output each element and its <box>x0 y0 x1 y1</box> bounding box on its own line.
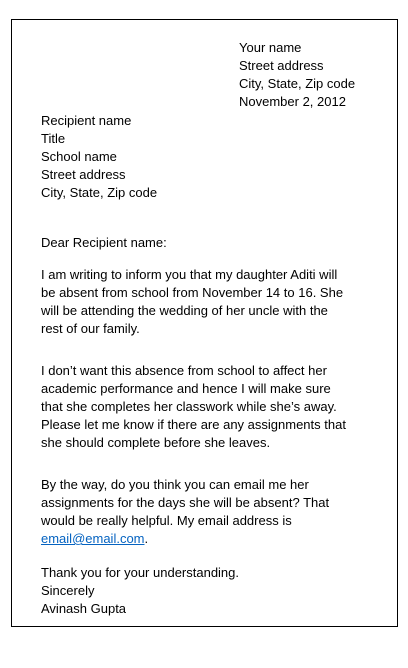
recipient-address-block <box>41 112 157 202</box>
sender-city: City, State, Zip code <box>239 76 356 91</box>
paragraph-line: Please let me know if there are any assignments that <box>41 417 346 432</box>
letter-date: November 2, 2012 <box>239 94 346 109</box>
recipient-city: City, State, Zip code <box>41 185 158 200</box>
paragraph-line: will be attending the wedding of her uncle with the <box>41 303 328 318</box>
email-line <box>41 530 381 548</box>
signature-name: Avinash Gupta <box>41 601 127 616</box>
sender-street: Street address <box>239 58 324 73</box>
recipient-title: Title <box>41 131 66 146</box>
paragraph-line: rest of our family. <box>41 321 140 336</box>
closing-thanks: Thank you for your understanding. <box>41 565 240 580</box>
paragraph-line: that she completes her classwork while she’s away. <box>41 399 337 414</box>
paragraph-line: academic performance and hence I will make sure <box>41 381 331 396</box>
paragraph-classwork <box>41 362 381 452</box>
paragraph-absence-notice <box>41 266 381 338</box>
paragraph-line: I don’t want this absence from school to affect her <box>41 363 327 378</box>
closing-signoff: Sincerely <box>41 583 95 598</box>
recipient-name: Recipient name <box>41 113 132 128</box>
paragraph-line: be absent from school from November 14 to 16. She <box>41 285 344 300</box>
paragraph-line: By the way, do you think you can email me her <box>41 477 309 492</box>
salutation: Dear Recipient name: <box>41 235 167 250</box>
paragraph-line: assignments for the days she will be absent? That <box>41 495 330 510</box>
sender-name: Your name <box>239 40 302 55</box>
paragraph-line: would be really helpful. My email address is <box>41 513 292 528</box>
closing-block <box>41 564 239 618</box>
recipient-street: Street address <box>41 167 126 182</box>
letter-page <box>11 19 398 627</box>
paragraph-line: I am writing to inform you that my daughter Aditi will <box>41 267 338 282</box>
email-link[interactable]: email@email.com <box>41 531 145 546</box>
recipient-school: School name <box>41 149 117 164</box>
email-suffix: . <box>144 531 149 546</box>
paragraph-line: she should complete before she leaves. <box>41 435 271 450</box>
sender-address-block <box>239 39 355 111</box>
paragraph-email-request <box>41 476 381 548</box>
